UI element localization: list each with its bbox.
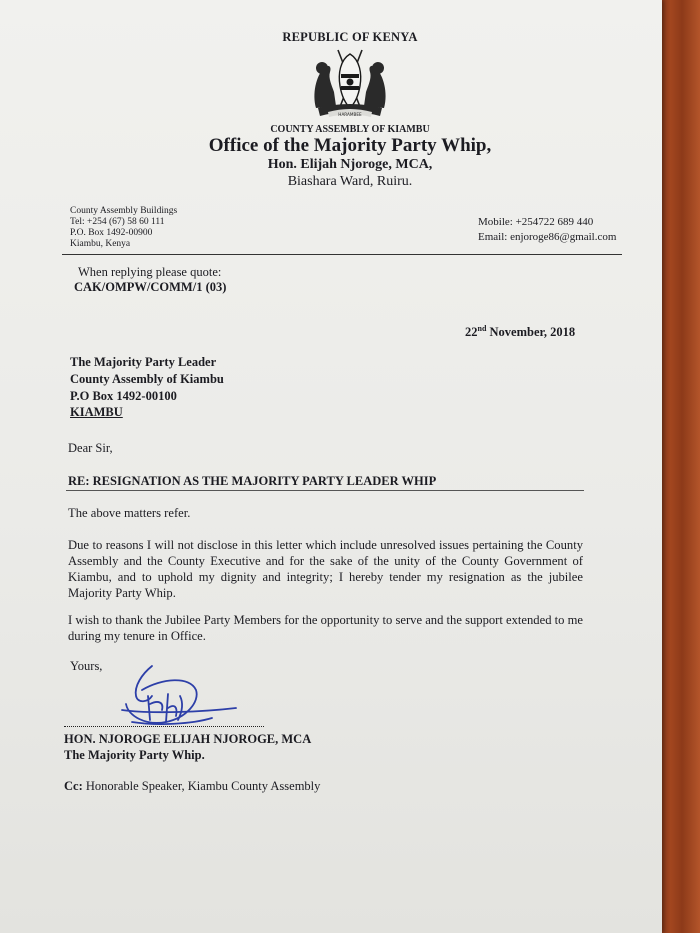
date-day: 22 [465,325,478,339]
recipient-line-1: The Majority Party Leader [70,355,217,369]
letterhead-divider [62,254,622,255]
salutation: Dear Sir, [68,441,113,455]
recipient-line-3: P.O Box 1492-00100 [70,389,177,403]
handwritten-signature [112,660,242,742]
coat-of-arms-icon [308,46,392,122]
address-line-3: P.O. Box 1492-00900 [70,228,153,238]
republic-heading: REPUBLIC OF KENYA [282,30,418,44]
paragraph-3: I wish to thank the Jubilee Party Members for the opportunity to serve and the support extended to me during my tenure in Office. [68,613,583,643]
county-assembly-heading: COUNTY ASSEMBLY OF KIAMBU [270,124,430,135]
address-line-4: Kiambu, Kenya [70,239,131,249]
subject-line: RE: RESIGNATION AS THE MAJORITY PARTY LEADER WHIP [68,474,437,488]
signatory-title: The Majority Party Whip. [64,748,205,762]
mobile-number: Mobile: +254722 689 440 [478,216,594,228]
date-suffix: nd [477,323,487,333]
cc-line [64,779,320,794]
signatory-name: HON. NJOROGE ELIJAH NJOROGE, MCA [64,732,312,746]
ward-name: Biashara Ward, Ruiru. [287,174,413,189]
email-address: Email: enjoroge86@gmail.com [478,231,617,243]
recipient-line-2: County Assembly of Kiambu [70,372,224,386]
recipient-line-4: KIAMBU [70,405,123,419]
address-line-1: County Assembly Buildings [70,206,178,216]
cc-label: Cc: [64,779,83,793]
seal-motto: HARAMBEE [338,112,362,117]
date-rest: November, 2018 [486,325,576,339]
subject-underline [66,490,584,491]
office-title: Office of the Majority Party Whip, [208,135,492,156]
paragraph-2: Due to reasons I will not disclose in this letter which include unresolved issues pertaining the County Assembly and the County Executive and for the sake of the unity of the County Government of Kiambu, and to uphold my dignity and integrity; I hereby tender my resignation as the jubilee Majority Party Whip. [68,538,583,600]
reference-label: When replying please quote: [78,265,222,279]
closing: Yours, [70,659,103,673]
letter-date [465,325,575,340]
address-line-2: Tel: +254 (67) 58 60 111 [70,217,165,227]
reference-code: CAK/OMPW/COMM/1 (03) [74,280,227,294]
paragraph-1: The above matters refer. [68,506,191,520]
cc-text: Honorable Speaker, Kiambu County Assembly [82,779,321,793]
hon-name: Hon. Elijah Njoroge, MCA, [267,157,433,172]
